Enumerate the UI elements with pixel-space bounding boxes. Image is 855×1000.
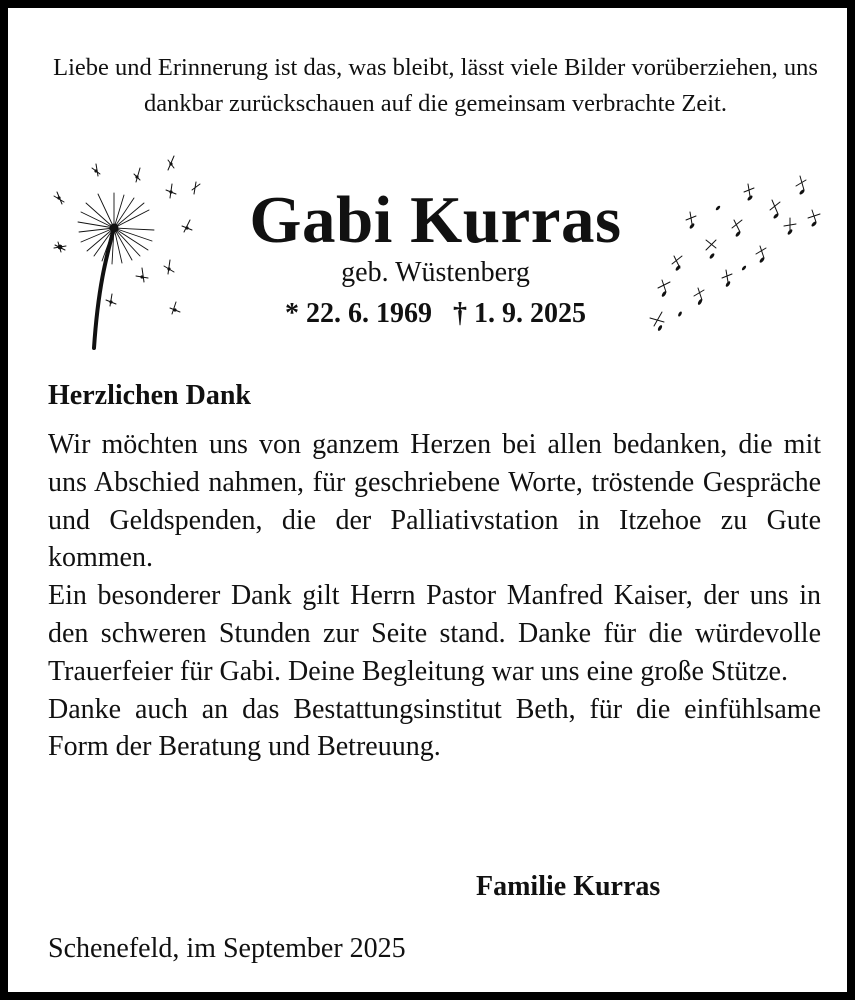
thanks-paragraph: Danke auch an das Bestattungsinstitut Beth, für die einfühlsame Form der Beratung und Betreuung. xyxy=(48,693,821,763)
thanks-body xyxy=(48,426,821,766)
motto-text: Liebe und Erinnerung ist das, was bleibt, lässt viele Bilder vorüberziehen, uns dankbar zurückschauen auf die gemeinsam verbrachte Zeit. xyxy=(53,54,818,117)
thanks-paragraph: Wir möchten uns von ganzem Herzen bei allen bedanken, die mit uns Abschied nahmen, für geschriebene Worte, tröstende Gespräche und Geldspenden, die der Palliativstation in Itzehoe zu Gute kommen. xyxy=(48,429,821,574)
thanks-heading: Herzlichen Dank xyxy=(48,380,251,411)
thanks-paragraph: Ein besonderer Dank gilt Herrn Pastor Manfred Kaiser, der uns in den schweren Stunden zur Seite stand. Danke für die würdevolle Trauerfeier für Gabi. Deine Begleitung war uns eine große Stütze. xyxy=(48,580,821,687)
signature: Familie Kurras xyxy=(476,871,661,902)
deceased-name: Gabi Kurras xyxy=(249,183,622,257)
birth-date: * 22. 6. 1969 xyxy=(285,298,432,329)
place-and-date: Schenefeld, im September 2025 xyxy=(48,933,406,964)
dandelion-seeds-icon xyxy=(636,168,831,348)
maiden-name: geb. Wüstenberg xyxy=(341,257,530,288)
death-date: † 1. 9. 2025 xyxy=(453,298,586,329)
